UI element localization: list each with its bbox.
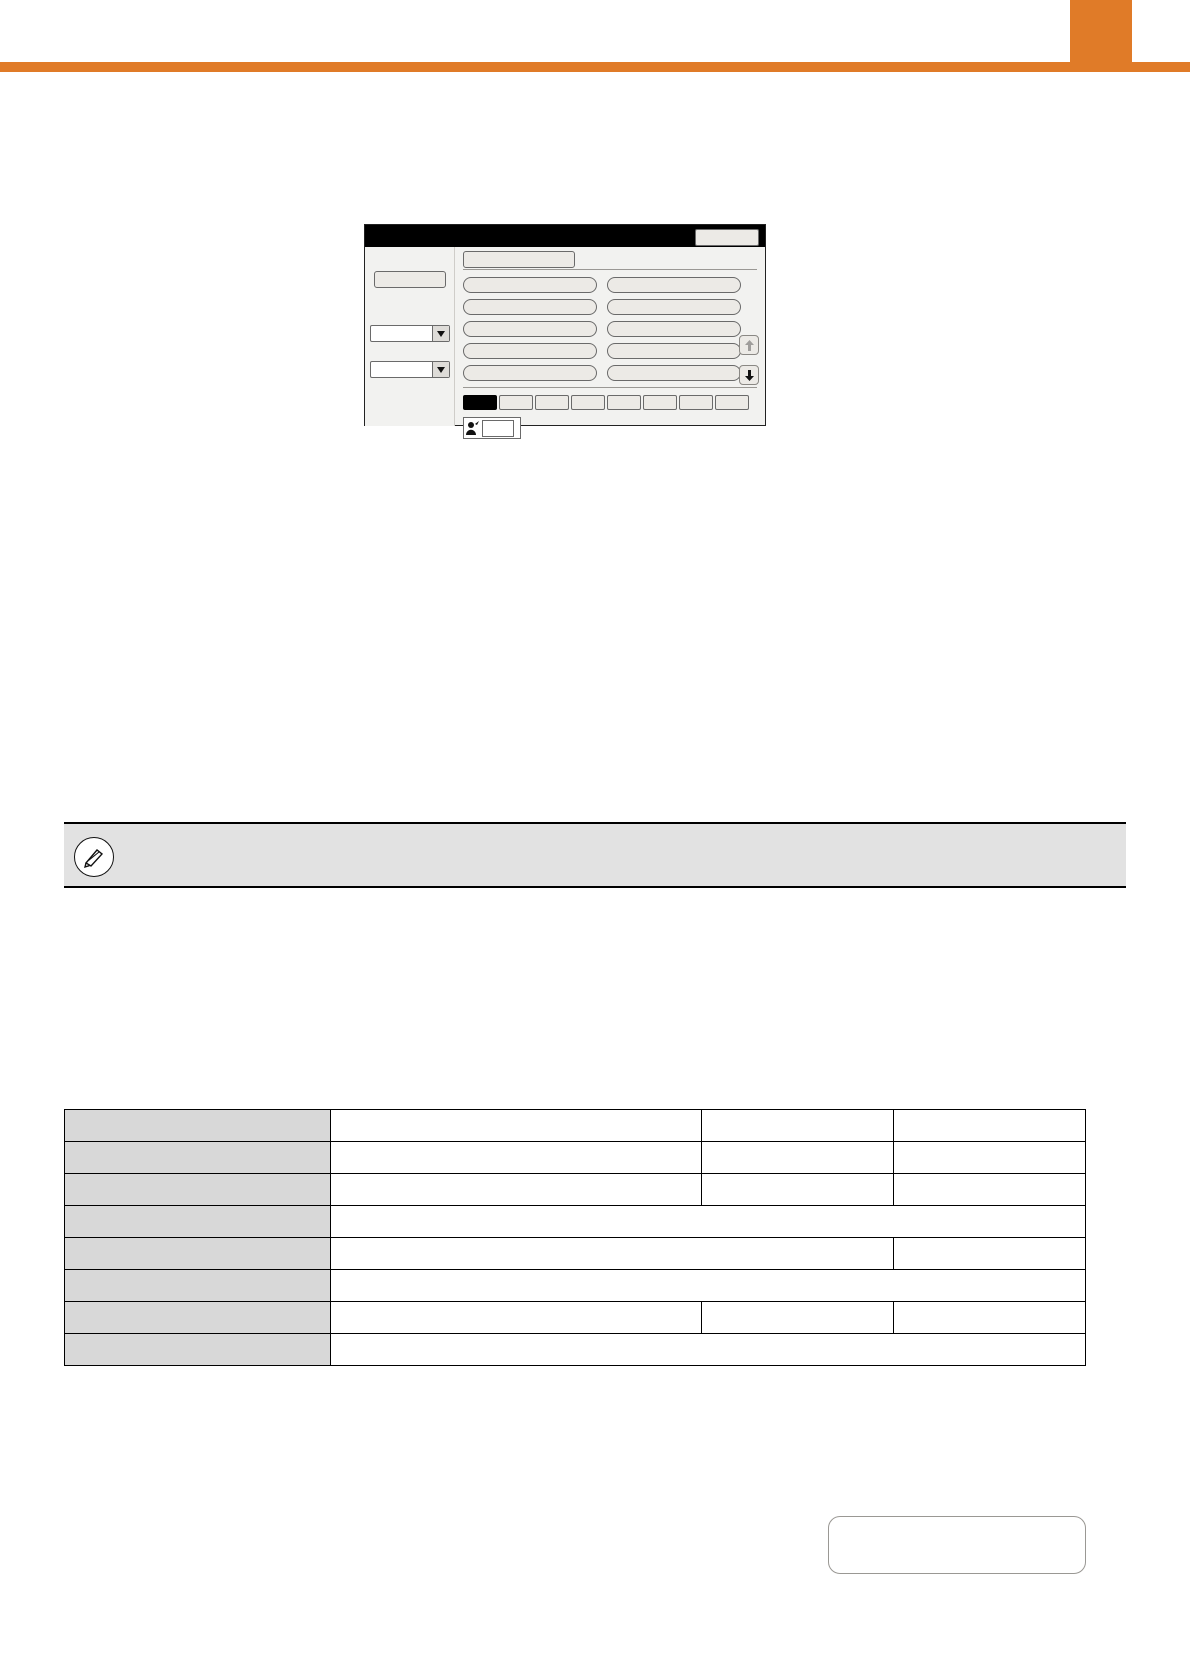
- row-cell: [702, 1174, 894, 1206]
- address-key[interactable]: [607, 365, 741, 381]
- scroll-down-button[interactable]: [739, 365, 759, 385]
- address-key[interactable]: [463, 343, 597, 359]
- scroll-up-button[interactable]: [739, 335, 759, 355]
- panel-dropdown-2[interactable]: [370, 361, 450, 378]
- row-cell: [331, 1142, 702, 1174]
- row-header: [65, 1334, 331, 1366]
- panel-bottom-tab[interactable]: [607, 395, 641, 410]
- row-header: [65, 1302, 331, 1334]
- panel-tab-underline: [463, 269, 757, 270]
- row-cell: [331, 1110, 702, 1142]
- pencil-note-icon: [74, 837, 114, 877]
- panel-bottom-tab[interactable]: [571, 395, 605, 410]
- row-cell: [894, 1174, 1086, 1206]
- note-callout: [64, 822, 1126, 888]
- address-key[interactable]: [607, 343, 741, 359]
- device-panel-illustration: [364, 224, 766, 426]
- table-row: [65, 1110, 1086, 1142]
- page-header-tab: [1070, 0, 1132, 62]
- address-key[interactable]: [463, 365, 597, 381]
- address-key[interactable]: [607, 277, 741, 293]
- row-cell: [331, 1174, 702, 1206]
- row-cell: [702, 1302, 894, 1334]
- address-key[interactable]: [607, 299, 741, 315]
- row-cell: [894, 1142, 1086, 1174]
- panel-bottom-tab[interactable]: [463, 395, 497, 410]
- row-header: [65, 1206, 331, 1238]
- row-cell: [894, 1110, 1086, 1142]
- table-row: [65, 1238, 1086, 1270]
- row-cell: [702, 1142, 894, 1174]
- panel-left-column: [365, 247, 455, 426]
- row-cell: [894, 1302, 1086, 1334]
- row-header: [65, 1142, 331, 1174]
- address-key[interactable]: [463, 277, 597, 293]
- table-row: [65, 1206, 1086, 1238]
- panel-bottom-tab[interactable]: [535, 395, 569, 410]
- panel-divider: [463, 387, 757, 388]
- panel-left-button[interactable]: [374, 271, 446, 288]
- panel-right-column: [455, 247, 765, 426]
- row-cell: [331, 1302, 702, 1334]
- row-cell: [331, 1206, 1086, 1238]
- row-header: [65, 1238, 331, 1270]
- panel-titlebar-button[interactable]: [695, 229, 759, 246]
- spec-table: [64, 1109, 1086, 1366]
- address-key[interactable]: [607, 321, 741, 337]
- footer-page-box: [828, 1516, 1086, 1574]
- panel-tab[interactable]: [463, 251, 575, 268]
- page-header-band: [0, 62, 1190, 72]
- person-icon: [466, 421, 479, 436]
- row-header: [65, 1110, 331, 1142]
- row-cell: [702, 1110, 894, 1142]
- row-cell: [894, 1238, 1086, 1270]
- address-key[interactable]: [463, 321, 597, 337]
- panel-titlebar: [365, 225, 765, 247]
- chevron-down-icon[interactable]: [432, 326, 449, 341]
- chevron-down-icon[interactable]: [432, 362, 449, 377]
- panel-bottom-tab[interactable]: [715, 395, 749, 410]
- table-row: [65, 1174, 1086, 1206]
- row-cell: [331, 1238, 894, 1270]
- panel-dropdown-1[interactable]: [370, 325, 450, 342]
- table-row: [65, 1302, 1086, 1334]
- recipient-count-box: [463, 417, 521, 439]
- address-key[interactable]: [463, 299, 597, 315]
- table-row: [65, 1334, 1086, 1366]
- table-row: [65, 1142, 1086, 1174]
- panel-bottom-tabs: [463, 395, 749, 410]
- panel-bottom-tab[interactable]: [643, 395, 677, 410]
- recipient-count-value: [482, 420, 514, 437]
- table-row: [65, 1270, 1086, 1302]
- row-header: [65, 1270, 331, 1302]
- panel-bottom-tab[interactable]: [679, 395, 713, 410]
- row-cell: [331, 1270, 1086, 1302]
- panel-bottom-tab[interactable]: [499, 395, 533, 410]
- row-cell: [331, 1334, 1086, 1366]
- row-header: [65, 1174, 331, 1206]
